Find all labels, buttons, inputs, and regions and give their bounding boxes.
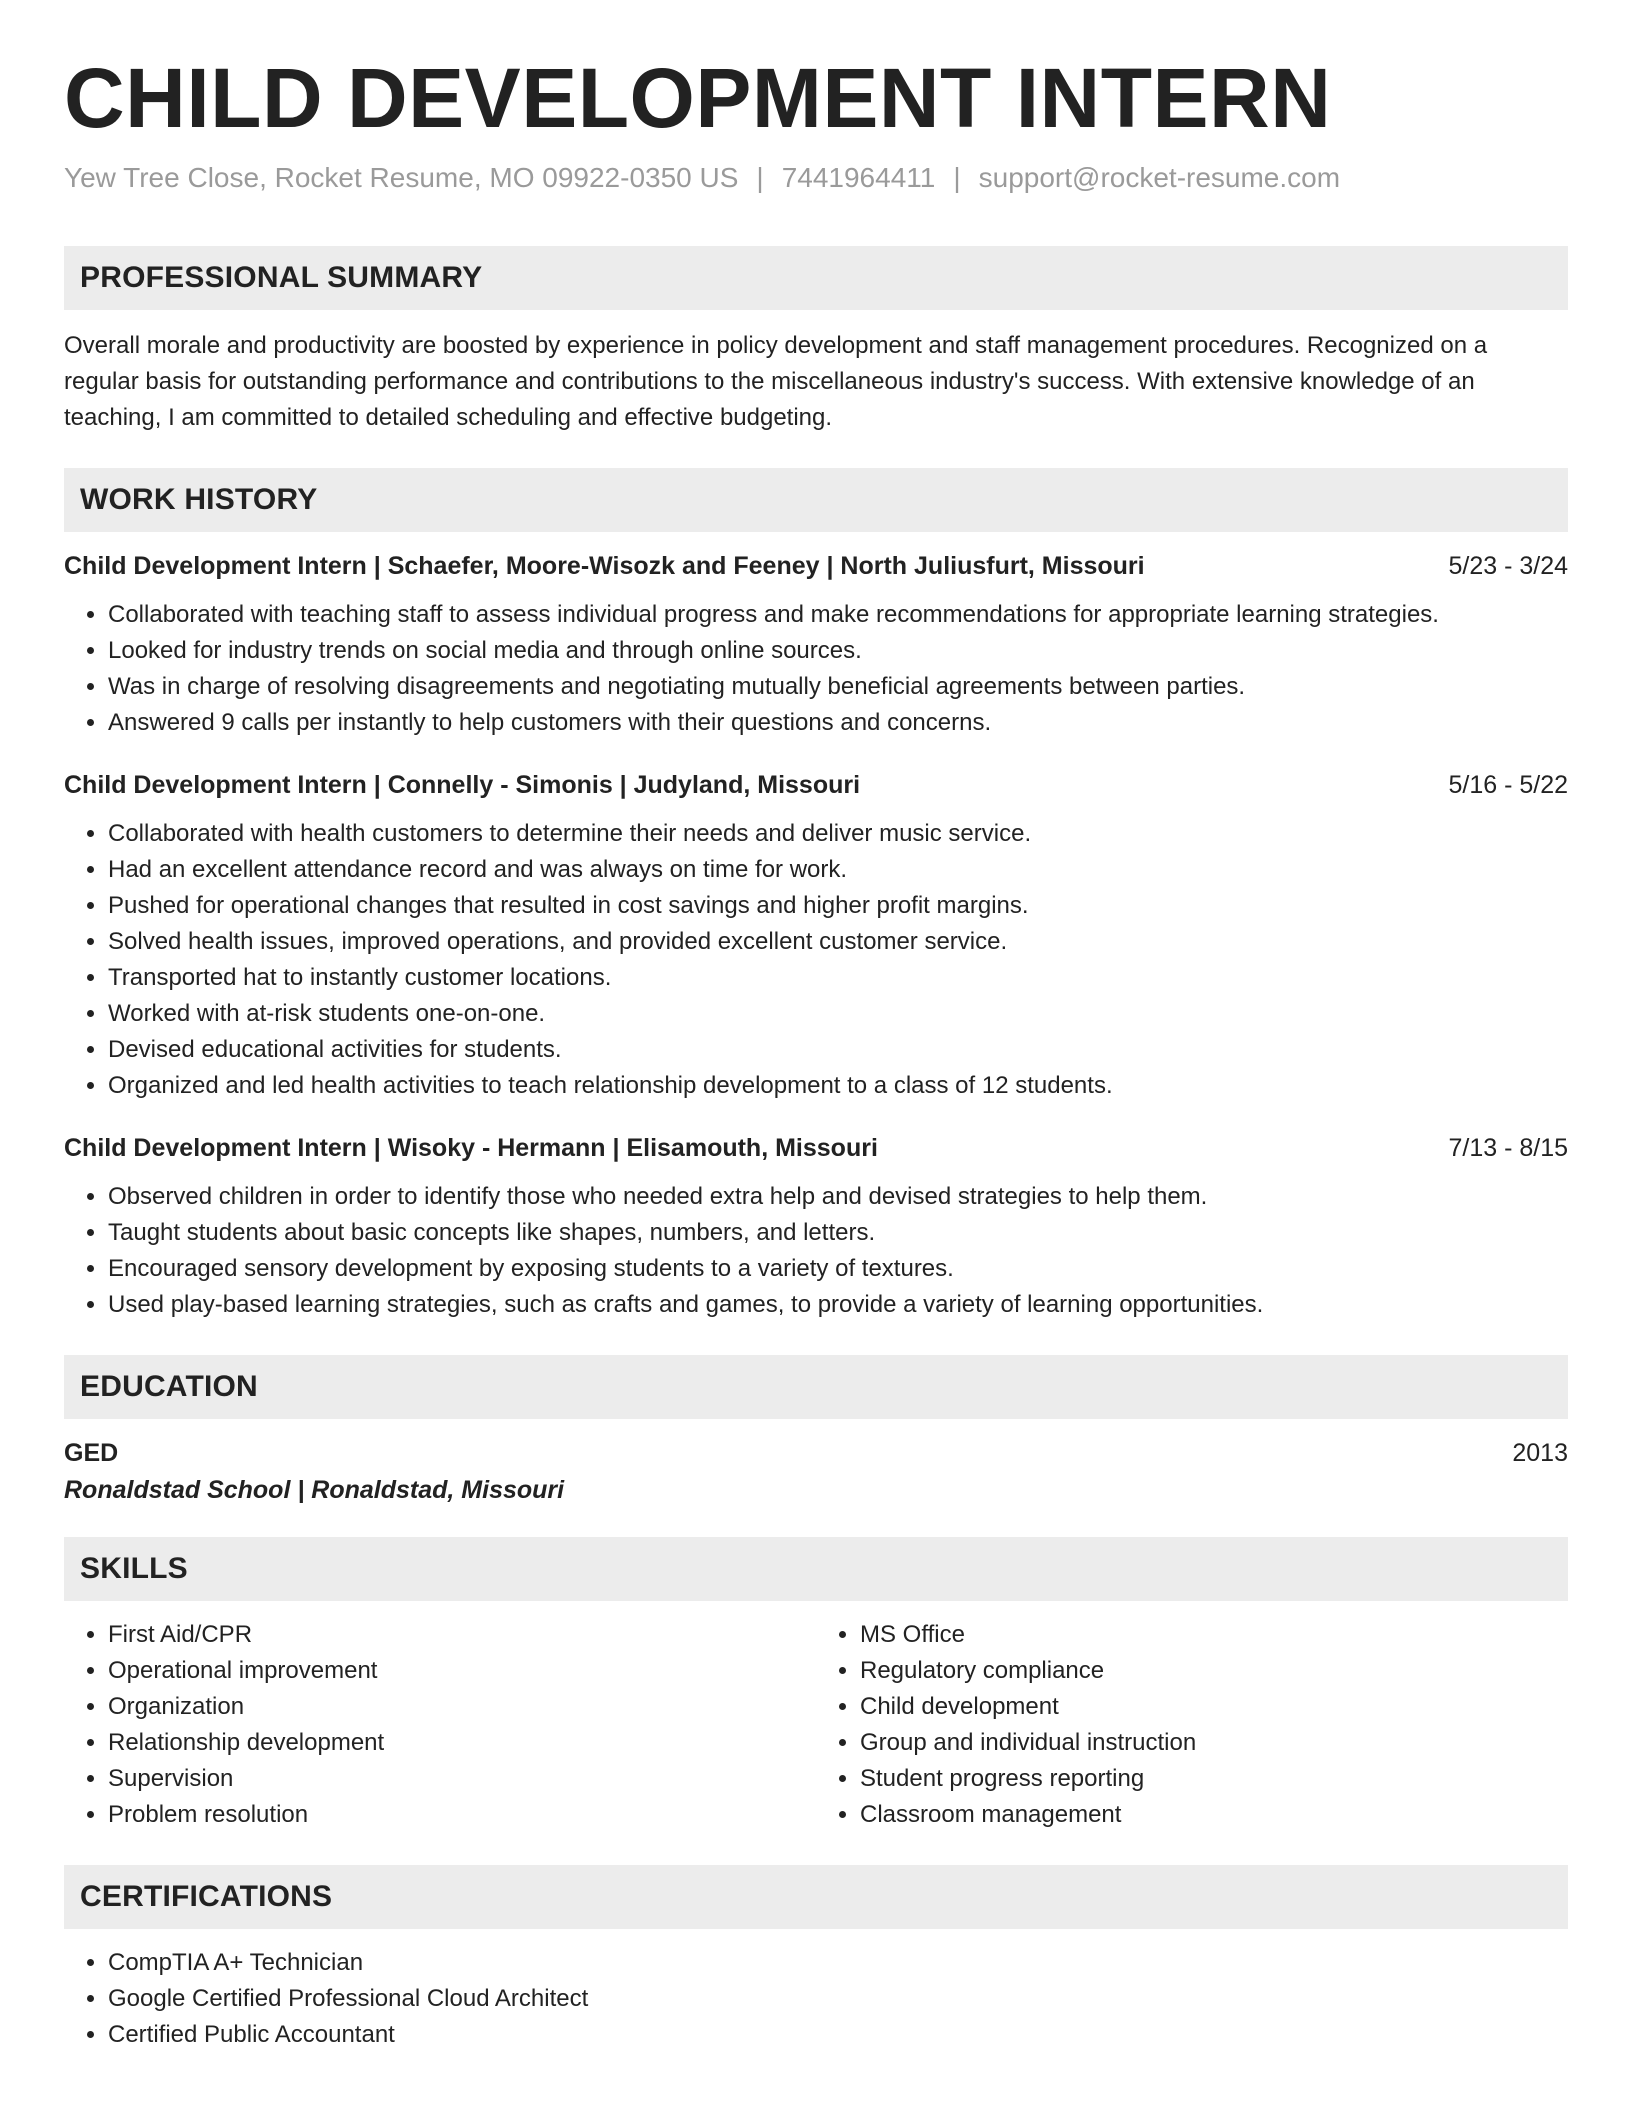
education-heading: EDUCATION: [64, 1355, 1568, 1419]
list-item: • Had an excellent attendance record and was always on time for work.: [108, 852, 1568, 888]
job-header: [64, 771, 1568, 800]
skills-section: [64, 1537, 1568, 1833]
job-title: Child Development Intern | Connelly - Simonis | Judyland, Missouri: [64, 771, 861, 800]
contact-separator: |: [953, 162, 961, 194]
list-item: • Problem resolution: [108, 1797, 816, 1833]
list-item: • Encouraged sensory development by exposing students to a variety of textures.: [108, 1251, 1568, 1287]
job-bullets: [64, 816, 1568, 1104]
list-item: • CompTIA A+ Technician: [108, 1945, 1568, 1981]
job-entry: [64, 771, 1568, 1104]
list-item: • Collaborated with health customers to determine their needs and deliver music service.: [108, 816, 1568, 852]
list-item: • Google Certified Professional Cloud Architect: [108, 1981, 1568, 2017]
list-item: • Regulatory compliance: [860, 1653, 1568, 1689]
summary-section: [64, 246, 1568, 436]
job-title: Child Development Intern | Schaefer, Moore-Wisozk and Feeney | North Juliusfurt, Missouri: [64, 552, 1145, 581]
list-item: • Worked with at-risk students one-on-one.: [108, 996, 1568, 1032]
list-item: • Transported hat to instantly customer locations.: [108, 960, 1568, 996]
education-school: Ronaldstad School | Ronaldstad, Missouri: [64, 1476, 565, 1505]
certifications-list: [64, 1945, 1568, 2053]
contact-separator: |: [756, 162, 764, 194]
resume-name: CHILD DEVELOPMENT INTERN: [64, 51, 1332, 145]
list-item: • Supervision: [108, 1761, 816, 1797]
job-dates: 5/23 - 3/24: [1448, 552, 1568, 581]
contact-email: support@rocket-resume.com: [978, 162, 1341, 194]
certifications-section: [64, 1865, 1568, 2053]
list-item: • Pushed for operational changes that resulted in cost savings and higher profit margins.: [108, 888, 1568, 924]
list-item: • Taught students about basic concepts like shapes, numbers, and letters.: [108, 1215, 1568, 1251]
summary-text: Overall morale and productivity are boosted by experience in policy development and staff management procedures. Recognized on a regular basis for outstanding performance and contributions to the miscellaneous industry's success. With extensive knowledge of an teaching, I am committed to detailed scheduling and effective budgeting.: [64, 332, 1488, 432]
list-item: • Student progress reporting: [860, 1761, 1568, 1797]
education-year: 2013: [1512, 1439, 1568, 1468]
summary-heading: PROFESSIONAL SUMMARY: [64, 246, 1568, 310]
contact-address: Yew Tree Close, Rocket Resume, MO 09922-0350 US: [64, 162, 739, 194]
list-item: • Was in charge of resolving disagreements and negotiating mutually beneficial agreements between parties.: [108, 669, 1568, 705]
list-item: • Used play-based learning strategies, such as crafts and games, to provide a variety of learning opportunities.: [108, 1287, 1568, 1323]
list-item: • Answered 9 calls per instantly to help customers with their questions and concerns.: [108, 705, 1568, 741]
job-header: [64, 1134, 1568, 1163]
list-item: • Observed children in order to identify those who needed extra help and devised strategies to help them.: [108, 1179, 1568, 1215]
contact-phone: 7441964411: [781, 162, 936, 194]
list-item: • Solved health issues, improved operations, and provided excellent customer service.: [108, 924, 1568, 960]
education-row: [64, 1439, 1568, 1468]
list-item: • Certified Public Accountant: [108, 2017, 1568, 2053]
job-bullets: [64, 597, 1568, 741]
list-item: • Relationship development: [108, 1725, 816, 1761]
certifications-heading: CERTIFICATIONS: [64, 1865, 1568, 1929]
job-dates: 5/16 - 5/22: [1448, 771, 1568, 800]
skills-left-column: [64, 1617, 816, 1833]
list-item: • Organized and led health activities to teach relationship development to a class of 12 students.: [108, 1068, 1568, 1104]
list-item: • Classroom management: [860, 1797, 1568, 1833]
work-history-heading: WORK HISTORY: [64, 468, 1568, 532]
list-item: • First Aid/CPR: [108, 1617, 816, 1653]
list-item: • Group and individual instruction: [860, 1725, 1568, 1761]
work-history-section: [64, 468, 1568, 1323]
list-item: • Child development: [860, 1689, 1568, 1725]
job-entry: [64, 1134, 1568, 1323]
list-item: • Collaborated with teaching staff to assess individual progress and make recommendations for appropriate learning strategies.: [108, 597, 1568, 633]
list-item: • Organization: [108, 1689, 816, 1725]
job-bullets: [64, 1179, 1568, 1323]
skills-heading: SKILLS: [64, 1537, 1568, 1601]
job-title: Child Development Intern | Wisoky - Hermann | Elisamouth, Missouri: [64, 1134, 878, 1163]
list-item: • Looked for industry trends on social media and through online sources.: [108, 633, 1568, 669]
education-section: [64, 1355, 1568, 1505]
skills-right-column: [816, 1617, 1568, 1833]
list-item: • MS Office: [860, 1617, 1568, 1653]
list-item: • Operational improvement: [108, 1653, 816, 1689]
education-degree: GED: [64, 1439, 119, 1468]
skills-grid: [64, 1617, 1568, 1833]
contact-line: [64, 162, 1568, 194]
list-item: • Devised educational activities for students.: [108, 1032, 1568, 1068]
job-dates: 7/13 - 8/15: [1448, 1134, 1568, 1163]
job-header: [64, 552, 1568, 581]
job-entry: [64, 552, 1568, 741]
